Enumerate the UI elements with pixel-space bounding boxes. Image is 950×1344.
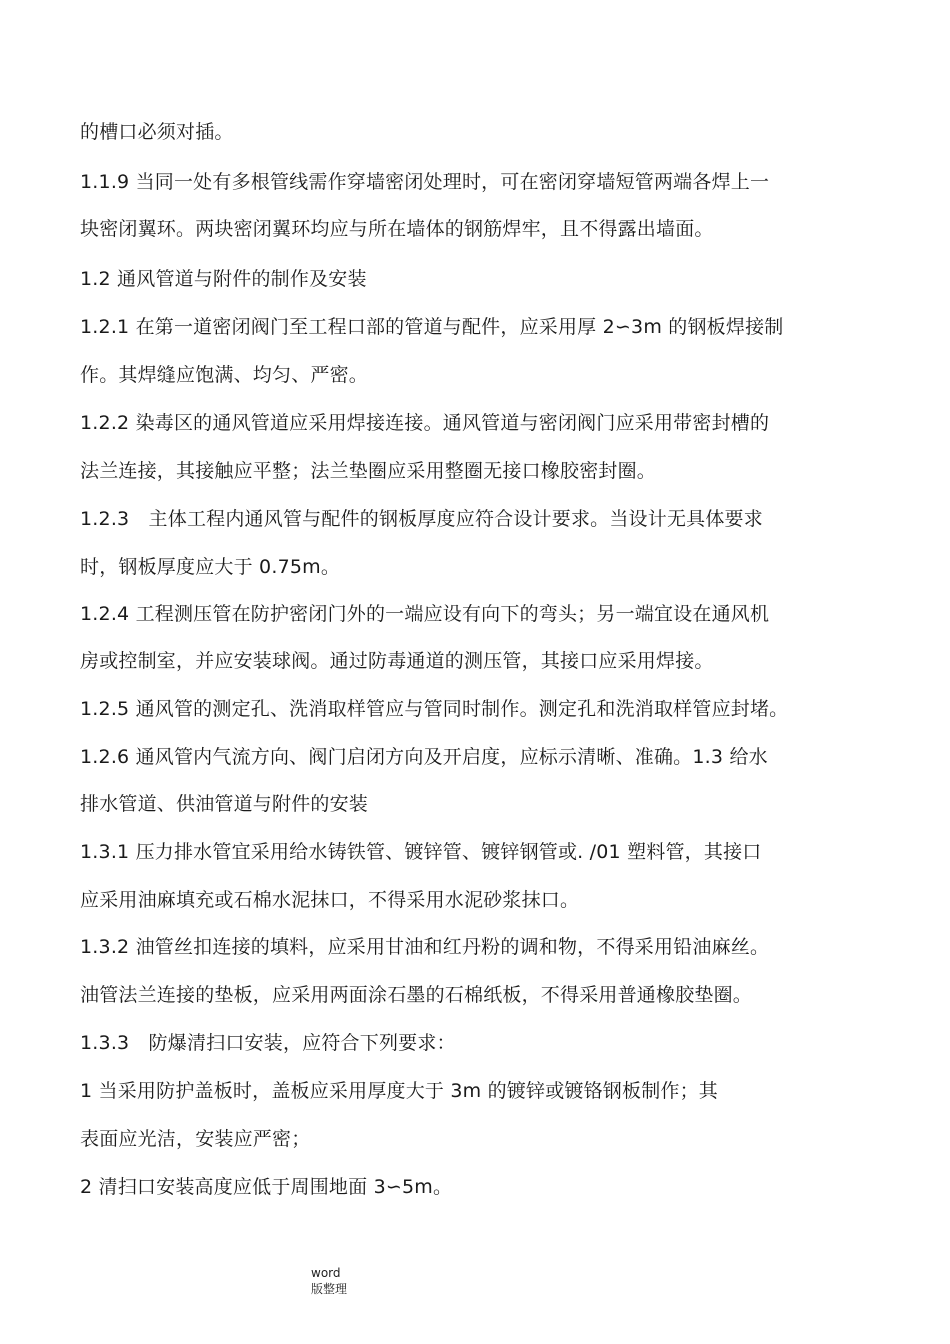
text-line: 排水管道、供油管道与附件的安装 xyxy=(80,793,369,815)
text-line: 块密闭翼环。两块密闭翼环均应与所在墙体的钢筋焊牢，且不得露出墙面。 xyxy=(80,218,714,240)
text-line: 房或控制室，并应安装球阀。通过防毒通道的测压管，其接口应采用焊接。 xyxy=(80,650,714,672)
text-line: 1.2.3 主体工程内通风管与配件的钢板厚度应符合设计要求。当设计无具体要求 xyxy=(80,508,763,530)
text-line: 1.2.5 通风管的测定孔、洗消取样管应与管同时制作。测定孔和洗消取样管应封堵。 xyxy=(80,698,789,720)
text-line: 作。其焊缝应饱满、均匀、严密。 xyxy=(80,364,369,386)
text-line: 1.2.2 染毒区的通风管道应采用焊接连接。通风管道与密闭阀门应采用带密封槽的 xyxy=(80,412,770,434)
text-line: 1.2.4 工程测压管在防护密闭门外的一端应设有向下的弯头；另一端宜设在通风机 xyxy=(80,603,770,625)
footer-word: word xyxy=(311,1266,341,1280)
text-line: 1.3.3 防爆清扫口安装，应符合下列要求： xyxy=(80,1032,456,1054)
text-line: 表面应光洁，安装应严密； xyxy=(80,1128,311,1150)
text-line: 1.2.6 通风管内气流方向、阀门启闭方向及开启度，应标示清晰、准确。1.3 给水 xyxy=(80,746,768,768)
text-line: 油管法兰连接的垫板，应采用两面涂石墨的石棉纸板，不得采用普通橡胶垫圈。 xyxy=(80,984,753,1006)
text-line: 1.3.1 压力排水管宜采用给水铸铁管、镀锌管、镀锌钢管或. /01 塑料管，其接口 xyxy=(80,841,762,863)
text-line: 1.3.2 油管丝扣连接的填料，应采用甘油和红丹粉的调和物，不得采用铅油麻丝。 xyxy=(80,936,770,958)
text-line: 1.1.9 当同一处有多根管线需作穿墙密闭处理时，可在密闭穿墙短管两端各焊上一 xyxy=(80,171,770,193)
text-line: 1 当采用防护盖板时，盖板应采用厚度大于 3m 的镀锌或镀铬钢板制作；其 xyxy=(80,1080,719,1102)
text-line: 时，钢板厚度应大于 0.75m。 xyxy=(80,556,341,578)
text-line: 2 清扫口安装高度应低于周围地面 3∽5m。 xyxy=(80,1176,453,1198)
section-heading: 1.2 通风管道与附件的制作及安装 xyxy=(80,268,367,290)
text-line: 法兰连接，其接触应平整；法兰垫圈应采用整圈无接口橡胶密封圈。 xyxy=(80,460,657,482)
text-line: 1.2.1 在第一道密闭阀门至工程口部的管道与配件，应采用厚 2∽3m 的钢板焊接制 xyxy=(80,316,784,338)
text-line: 的槽口必须对插。 xyxy=(80,121,234,143)
footer-caption: 版整理 xyxy=(311,1282,348,1296)
text-line: 应采用油麻填充或石棉水泥抹口，不得采用水泥砂浆抹口。 xyxy=(80,889,580,911)
